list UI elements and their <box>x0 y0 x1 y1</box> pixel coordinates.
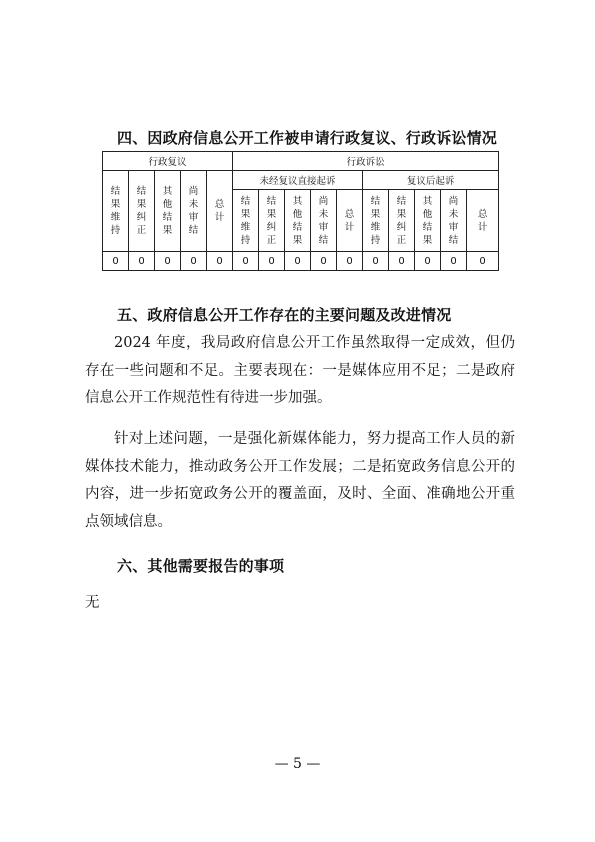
col-header-corrected: 结 果 纠 正 <box>129 171 155 252</box>
table-cell: 0 <box>337 252 363 271</box>
table-cell: 0 <box>129 252 155 271</box>
col-header-corrected: 结 果 纠 正 <box>389 190 415 252</box>
col-header-other: 其 他 结 果 <box>415 190 441 252</box>
table-cell: 0 <box>155 252 181 271</box>
table-cell: 0 <box>181 252 207 271</box>
table-cell: 0 <box>363 252 389 271</box>
table-cell: 0 <box>207 252 233 271</box>
header-administrative-review: 行政复议 <box>103 152 233 171</box>
col-header-pending: 尚 未 审 结 <box>311 190 337 252</box>
col-header-total: 总 计 <box>337 190 363 252</box>
table-cell: 0 <box>233 252 259 271</box>
table-cell: 0 <box>389 252 415 271</box>
table-cell: 0 <box>103 252 129 271</box>
col-header-upheld: 结 果 维 持 <box>103 171 129 252</box>
table-cell: 0 <box>259 252 285 271</box>
col-header-total: 总 计 <box>207 171 233 252</box>
col-header-corrected: 结 果 纠 正 <box>259 190 285 252</box>
col-header-other: 其 他 结 果 <box>155 171 181 252</box>
review-litigation-table <box>102 151 499 271</box>
section-6-heading: 六、其他需要报告的事项 <box>117 557 285 575</box>
col-header-upheld: 结 果 维 持 <box>233 190 259 252</box>
col-header-total: 总 计 <box>467 190 499 252</box>
problems-paragraph: 2024 年度，我局政府信息公开工作虽然取得一定成效，但仍存在一些问题和不足。主要表现在：一是媒体应用不足；二是政府信息公开工作规范性有待进一步加强。 <box>85 335 515 406</box>
table-cell: 0 <box>285 252 311 271</box>
page-number: — 5 — <box>274 756 321 772</box>
col-header-other: 其 他 结 果 <box>285 190 311 252</box>
table-cell: 0 <box>441 252 467 271</box>
header-direct-litigation: 未经复议直接起诉 <box>233 171 363 190</box>
table-cell: 0 <box>415 252 441 271</box>
section-5-heading: 五、政府信息公开工作存在的主要问题及改进情况 <box>117 306 452 324</box>
col-header-upheld: 结 果 维 持 <box>363 190 389 252</box>
table-cell: 0 <box>467 252 499 271</box>
improvements-paragraph: 针对上述问题，一是强化新媒体能力，努力提高工作人员的新媒体技术能力，推动政务公开工作发展；二是拓宽政务信息公开的内容，进一步拓宽政务公开的覆盖面，及时、全面、准确地公开重点领域信息。 <box>85 431 515 530</box>
header-administrative-litigation: 行政诉讼 <box>233 152 499 171</box>
header-litigation-after-review: 复议后起诉 <box>363 171 499 190</box>
section-4-heading: 四、因政府信息公开工作被申请行政复议、行政诉讼情况 <box>117 129 498 147</box>
other-matters-text: 无 <box>85 595 100 611</box>
table-cell: 0 <box>311 252 337 271</box>
col-header-pending: 尚 未 审 结 <box>441 190 467 252</box>
col-header-pending: 尚 未 审 结 <box>181 171 207 252</box>
